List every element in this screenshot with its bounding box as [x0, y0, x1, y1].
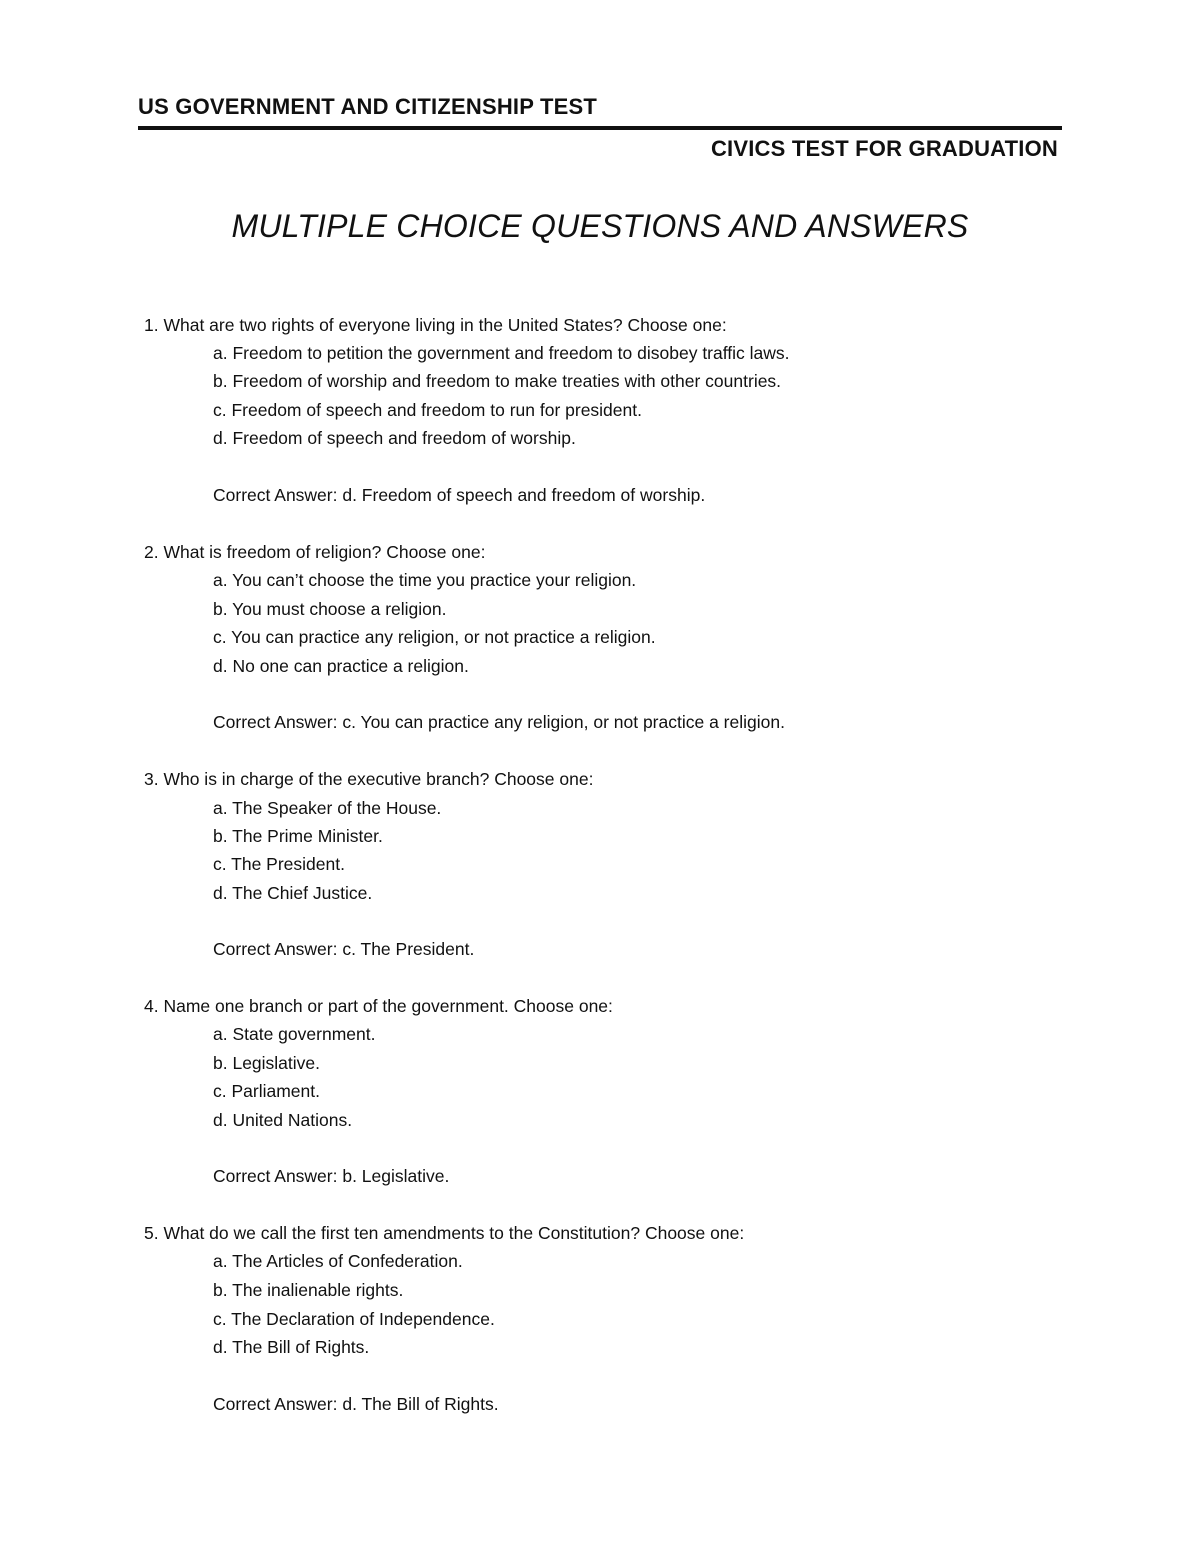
answer-option: a. The Speaker of the House.	[213, 798, 442, 818]
question-text: 4. Name one branch or part of the government. Choose one:	[144, 996, 613, 1016]
answer-option: a. The Articles of Confederation.	[213, 1251, 463, 1271]
answer-option: d. United Nations.	[213, 1110, 353, 1130]
answer-option: b. Legislative.	[213, 1053, 321, 1073]
document-title: US GOVERNMENT AND CITIZENSHIP TEST	[138, 94, 598, 119]
question-text: 3. Who is in charge of the executive branch? Choose one:	[144, 769, 594, 789]
answer-option: d. No one can practice a religion.	[213, 656, 469, 676]
answer-option: b. Freedom of worship and freedom to make treaties with other countries.	[213, 371, 782, 391]
document-subtitle: CIVICS TEST FOR GRADUATION	[710, 136, 1058, 161]
section-heading: MULTIPLE CHOICE QUESTIONS AND ANSWERS	[231, 208, 969, 244]
answer-option: b. The Prime Minister.	[213, 826, 383, 846]
answer-option: b. You must choose a religion.	[213, 599, 447, 619]
answer-option: d. Freedom of speech and freedom of worship.	[213, 428, 576, 448]
answer-option: d. The Bill of Rights.	[213, 1337, 370, 1357]
answer-option: b. The inalienable rights.	[213, 1280, 404, 1300]
answer-option: a. Freedom to petition the government and freedom to disobey traffic laws.	[213, 343, 790, 363]
correct-answer: Correct Answer: d. Freedom of speech and freedom of worship.	[213, 485, 706, 505]
answer-option: c. You can practice any religion, or not practice a religion.	[213, 627, 656, 647]
correct-answer: Correct Answer: b. Legislative.	[213, 1166, 450, 1186]
answer-option: c. The President.	[213, 854, 345, 874]
question-text: 1. What are two rights of everyone living in the United States? Choose one:	[144, 315, 727, 335]
answer-option: c. Parliament.	[213, 1081, 320, 1101]
answer-option: c. Freedom of speech and freedom to run for president.	[213, 400, 642, 420]
question-text: 5. What do we call the first ten amendments to the Constitution? Choose one:	[144, 1223, 745, 1243]
answer-option: c. The Declaration of Independence.	[213, 1309, 495, 1329]
answer-option: a. State government.	[213, 1024, 376, 1044]
answer-option: d. The Chief Justice.	[213, 883, 373, 903]
header-divider	[138, 126, 1062, 130]
question-text: 2. What is freedom of religion? Choose one:	[144, 542, 486, 562]
correct-answer: Correct Answer: c. You can practice any religion, or not practice a religion.	[213, 712, 785, 732]
correct-answer: Correct Answer: c. The President.	[213, 939, 475, 959]
correct-answer: Correct Answer: d. The Bill of Rights.	[213, 1394, 499, 1414]
answer-option: a. You can’t choose the time you practice your religion.	[213, 570, 637, 590]
